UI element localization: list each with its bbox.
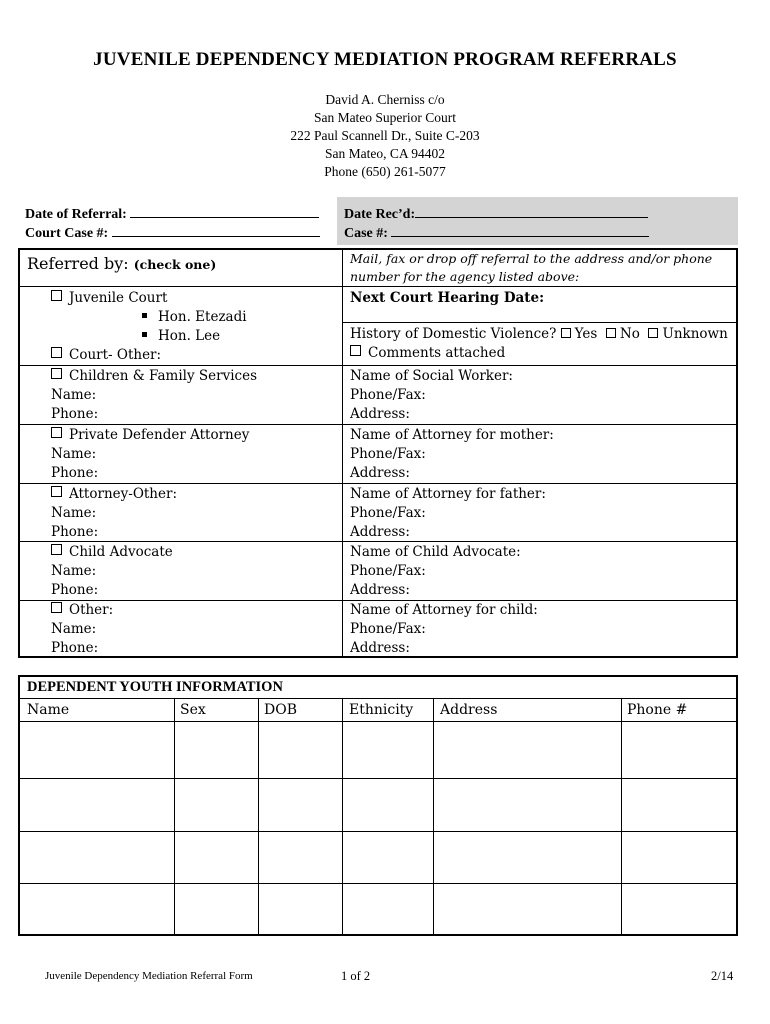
column-header: Address (440, 702, 498, 718)
row-divider (20, 883, 736, 884)
referral-date-block (25, 205, 335, 243)
child-advocate-name-label: Name of Child Advocate: (350, 544, 521, 560)
phone-label: Phone: (51, 465, 99, 481)
phone-fax-label: Phone/Fax: (350, 563, 426, 579)
attorney-other-option[interactable] (51, 485, 177, 505)
phone-fax-label: Phone/Fax: (350, 621, 426, 637)
dv-history-label: History of Domestic Violence? (350, 326, 557, 342)
column-divider (174, 699, 175, 934)
column-header: DOB (264, 702, 297, 718)
checkbox-icon[interactable] (51, 347, 62, 358)
date-recd-field[interactable] (415, 217, 648, 218)
checkbox-icon[interactable] (51, 290, 62, 301)
phone-label: Phone: (51, 524, 99, 540)
row-divider (20, 778, 736, 779)
checkbox-icon[interactable] (51, 602, 62, 613)
checkbox-icon[interactable] (51, 486, 62, 497)
checkbox-icon[interactable] (648, 328, 658, 338)
revision-date: 2/14 (711, 969, 734, 983)
other-option[interactable] (51, 601, 113, 621)
column-divider (342, 699, 343, 934)
judge-label: Hon. Lee (158, 328, 221, 344)
pda-label: Private Defender Attorney (69, 427, 250, 443)
checkbox-icon[interactable] (51, 427, 62, 438)
row-divider (20, 831, 736, 832)
court-other-option[interactable] (51, 346, 161, 366)
phone-fax-label: Phone/Fax: (350, 505, 426, 521)
column-header: Sex (180, 702, 206, 718)
juvenile-court-label: Juvenile Court (69, 290, 168, 306)
next-hearing-label: Next Court Hearing Date: (350, 290, 545, 306)
column-header: Ethnicity (349, 702, 414, 718)
comments-option[interactable] (350, 344, 505, 364)
column-divider (621, 699, 622, 934)
phone-fax-label: Phone/Fax: (350, 387, 426, 403)
address-line: 222 Paul Scannell Dr., Suite C-203 (290, 128, 480, 143)
phone-fax-label: Phone/Fax: (350, 446, 426, 462)
check-one-hint: (check one) (133, 257, 217, 272)
row-divider (342, 365, 736, 366)
court-case-label: Court Case #: (25, 226, 109, 241)
phone-label: Phone: (51, 406, 99, 422)
juvenile-court-option[interactable] (51, 289, 167, 309)
mail-note-line: number for the agency listed above: (350, 269, 580, 284)
court-case-field[interactable] (112, 236, 320, 237)
bullet-icon (142, 313, 147, 318)
address-line: Phone (650) 261-5077 (324, 164, 446, 179)
address-label: Address: (350, 406, 410, 422)
address-line: San Mateo, CA 94402 (325, 146, 445, 161)
youth-info-table (18, 675, 738, 936)
form-name: Juvenile Dependency Mediation Referral Form (45, 970, 253, 982)
row-divider (342, 286, 736, 287)
column-divider (342, 250, 343, 656)
child-advocate-option[interactable] (51, 543, 173, 563)
address-line: San Mateo Superior Court (313, 110, 457, 125)
row-divider (342, 322, 736, 323)
page-title: JUVENILE DEPENDENCY MEDIATION PROGRAM REFERRALS (93, 49, 677, 70)
column-header: Name (27, 702, 70, 718)
date-of-referral-field[interactable] (130, 217, 319, 218)
checkbox-icon[interactable] (606, 328, 616, 338)
name-label: Name: (51, 621, 97, 637)
cfs-option[interactable] (51, 367, 257, 387)
case-field[interactable] (391, 236, 649, 237)
referred-by-label: Referred by: (27, 254, 129, 273)
phone-label: Phone: (51, 582, 99, 598)
checkbox-icon[interactable] (51, 544, 62, 555)
judge-option (142, 327, 220, 347)
judge-option (142, 308, 247, 328)
name-label: Name: (51, 563, 97, 579)
column-header: Phone # (627, 702, 688, 718)
attorney-mother-label: Name of Attorney for mother: (350, 427, 554, 443)
attorney-father-label: Name of Attorney for father: (350, 486, 546, 502)
row-divider (20, 286, 342, 287)
attorney-other-label: Attorney-Other: (69, 486, 177, 502)
referred-by-heading (27, 254, 216, 275)
pda-option[interactable] (51, 426, 249, 446)
unknown-label: Unknown (662, 326, 728, 342)
address-label: Address: (350, 465, 410, 481)
cfs-label: Children & Family Services (69, 368, 258, 384)
checkbox-icon[interactable] (561, 328, 571, 338)
social-worker-label: Name of Social Worker: (350, 368, 513, 384)
dv-history-row (350, 325, 728, 345)
youth-heading: DEPENDENT YOUTH INFORMATION (27, 679, 283, 695)
column-divider (433, 699, 434, 934)
column-divider (258, 699, 259, 934)
name-label: Name: (51, 387, 97, 403)
attorney-child-label: Name of Attorney for child: (350, 602, 538, 618)
checkbox-icon[interactable] (51, 368, 62, 379)
phone-label: Phone: (51, 640, 99, 656)
office-use-block (337, 197, 738, 245)
name-label: Name: (51, 446, 97, 462)
no-label: No (619, 326, 640, 342)
mail-note-line: Mail, fax or drop off referral to the address and/or phone (350, 251, 713, 266)
yes-label: Yes (574, 326, 598, 342)
court-address (0, 91, 770, 181)
case-label: Case #: (344, 226, 388, 241)
page-number: 1 of 2 (341, 969, 371, 983)
bullet-icon (142, 332, 147, 337)
mail-instructions (350, 250, 712, 286)
row-divider (20, 698, 736, 699)
judge-label: Hon. Etezadi (158, 309, 247, 325)
date-of-referral-label: Date of Referral: (25, 207, 127, 222)
comments-label: Comments attached (368, 345, 506, 361)
referral-table (18, 248, 738, 658)
address-line: David A. Cherniss c/o (325, 92, 445, 107)
address-label: Address: (350, 582, 410, 598)
court-other-label: Court- Other: (69, 347, 162, 363)
address-label: Address: (350, 524, 410, 540)
child-advocate-label: Child Advocate (69, 544, 173, 560)
date-recd-label: Date Rec’d: (344, 207, 416, 222)
name-label: Name: (51, 505, 97, 521)
row-divider (20, 721, 736, 722)
address-label: Address: (350, 640, 410, 656)
checkbox-icon[interactable] (350, 345, 361, 356)
other-label: Other: (69, 602, 114, 618)
